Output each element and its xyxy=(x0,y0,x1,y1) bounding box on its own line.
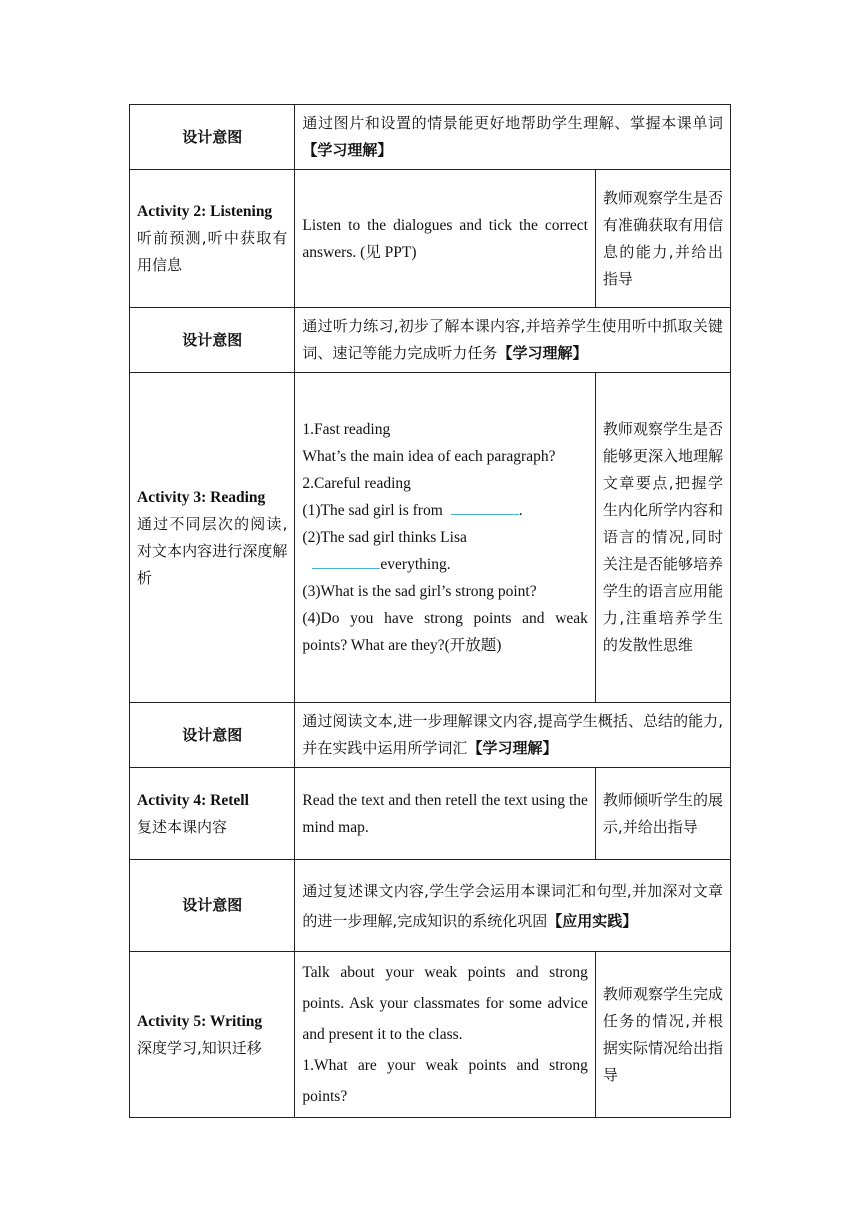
intent-text-4-body: 通过复述课文内容,学生学会运用本课词汇和句型,并加深对文章的进一步理解,完成知识的系统化巩固 xyxy=(302,881,723,930)
activity-content-5 xyxy=(295,952,596,1118)
activity-row-3 xyxy=(130,373,731,703)
activity-row-5 xyxy=(130,952,731,1118)
evaluation-2: 教师观察学生是否有准确获取有用信息的能力,并给出指导 xyxy=(595,170,730,308)
intent-row-1 xyxy=(130,105,731,170)
evaluation-5: 教师观察学生完成任务的情况,并根据实际情况给出指导 xyxy=(595,952,730,1118)
intent-text-2 xyxy=(295,308,731,373)
intent-tag-4: 【应用实践】 xyxy=(547,911,638,930)
reading-q1-text: (1)The sad girl is from xyxy=(302,502,443,519)
intent-label-2: 设计意图 xyxy=(130,308,295,373)
intent-text-1 xyxy=(295,105,731,170)
lesson-plan-table xyxy=(129,104,731,1118)
intent-tag-2: 【学习理解】 xyxy=(497,344,588,362)
reading-line-5: (2)The sad girl thinks Lisa xyxy=(302,529,467,546)
intent-text-1-body: 通过图片和设置的情景能更好地帮助学生理解、掌握本课单词 xyxy=(302,114,723,132)
activity-subtitle-3: 通过不同层次的阅读,对文本内容进行深度解析 xyxy=(137,514,288,587)
intent-row-2 xyxy=(130,308,731,373)
reading-line-2: What’s the main idea of each paragraph? xyxy=(302,448,556,465)
activity-title-3: Activity 3: Reading xyxy=(137,488,266,506)
reading-line-7: (3)What is the sad girl’s strong point? xyxy=(302,583,537,600)
activity-content-2: Listen to the dialogues and tick the correct answers. (见 PPT) xyxy=(295,170,596,308)
writing-instruction: Talk about your weak points and strong points. Ask your classmates for some advice and present it to the class. xyxy=(302,964,588,1043)
evaluation-4: 教师倾听学生的展示,并给出指导 xyxy=(595,768,730,860)
intent-tag-3: 【学习理解】 xyxy=(467,739,558,757)
activity-title-2: Activity 2: Listening xyxy=(137,203,273,220)
fill-blank-1[interactable] xyxy=(451,500,519,515)
intent-text-3-body: 通过阅读文本,进一步理解课文内容,提高学生概括、总结的能力,并在实践中运用所学词汇 xyxy=(302,712,723,757)
intent-label-1: 设计意图 xyxy=(130,105,295,170)
activity-content-3 xyxy=(295,373,596,703)
activity-cell-4 xyxy=(130,768,295,860)
activity-subtitle-5: 深度学习,知识迁移 xyxy=(137,1038,262,1057)
intent-row-4 xyxy=(130,860,731,952)
intent-tag-1: 【学习理解】 xyxy=(302,141,393,159)
activity-cell-5 xyxy=(130,952,295,1118)
reading-q2-tail: everything. xyxy=(380,556,451,573)
intent-text-3 xyxy=(295,703,731,768)
activity-subtitle-4: 复述本课内容 xyxy=(137,817,228,836)
activity-title-4: Activity 4: Retell xyxy=(137,791,249,809)
activity-row-2 xyxy=(130,170,731,308)
intent-label-4: 设计意图 xyxy=(130,860,295,952)
intent-label-3: 设计意图 xyxy=(130,703,295,768)
reading-q1-period: . xyxy=(518,502,523,519)
reading-line-6 xyxy=(302,551,588,578)
reading-line-8: (4)Do you have strong points and weak points? What are they?(开放题) xyxy=(302,610,588,654)
activity-cell-3 xyxy=(130,373,295,703)
activity-title-5: Activity 5: Writing xyxy=(137,1012,263,1030)
activity-content-4: Read the text and then retell the text using the mind map. xyxy=(295,768,596,860)
activity-row-4 xyxy=(130,768,731,860)
evaluation-3: 教师观察学生是否能够更深入地理解文章要点,把握学生内化所学内容和语言的情况,同时关注是否能够培养学生的语言应用能力,注重培养学生的发散性思维 xyxy=(595,373,730,703)
activity-cell-2 xyxy=(130,170,295,308)
writing-question-1: 1.What are your weak points and strong points? xyxy=(302,1057,588,1105)
intent-text-2-body: 通过听力练习,初步了解本课内容,并培养学生使用听中抓取关键词、速记等能力完成听力任务 xyxy=(302,317,723,362)
reading-line-3: 2.Careful reading xyxy=(302,475,411,492)
intent-text-4 xyxy=(295,860,731,952)
intent-row-3 xyxy=(130,703,731,768)
activity-subtitle-2: 听前预测,听中获取有用信息 xyxy=(137,229,288,274)
reading-line-1: 1.Fast reading xyxy=(302,421,391,438)
reading-line-4 xyxy=(302,497,588,524)
fill-blank-2[interactable] xyxy=(312,554,380,569)
